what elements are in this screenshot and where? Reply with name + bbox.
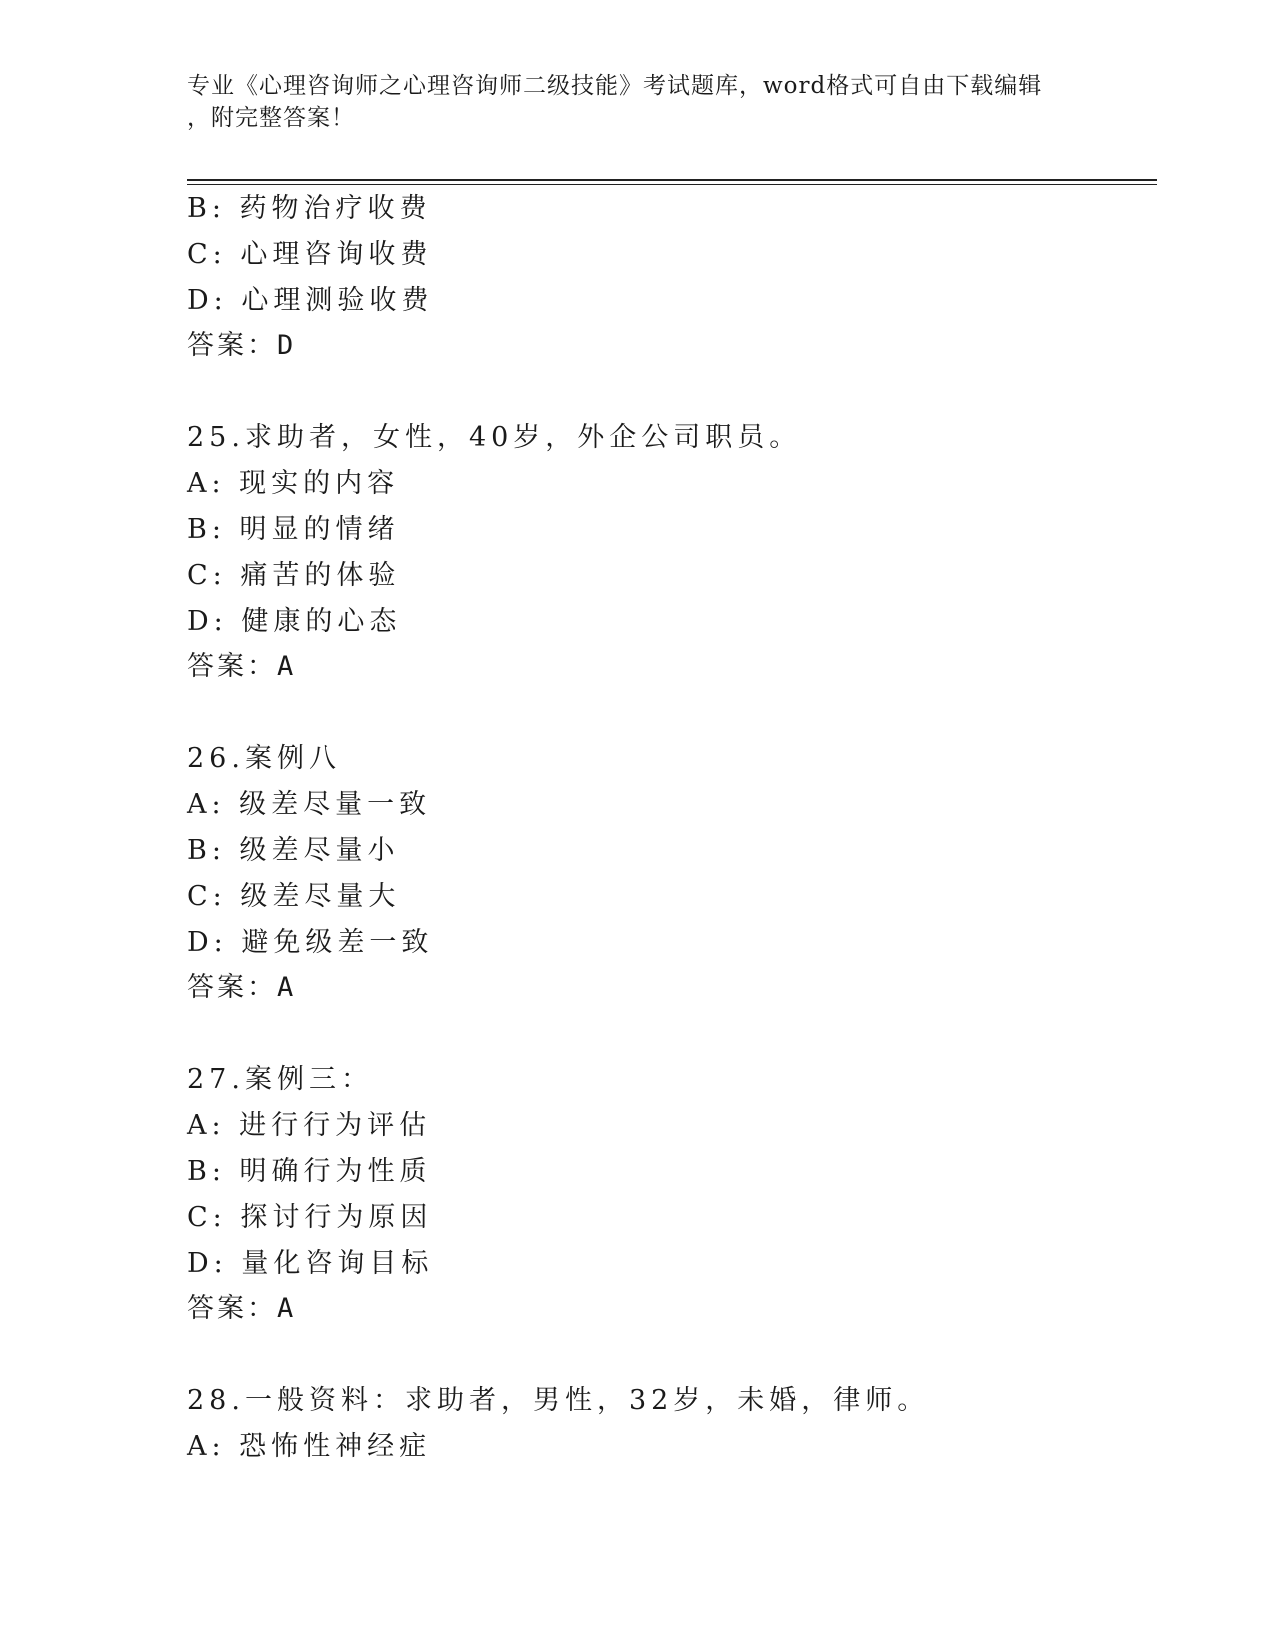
option-line: C: 探讨行为原因 [187, 1202, 433, 1233]
question-stem: 27.案例三： [187, 1064, 373, 1095]
header-divider-thin [187, 184, 1157, 185]
answer-line: 答案：A [187, 651, 297, 682]
option-line: B: 明确行为性质 [187, 1156, 432, 1187]
option-line: D: 健康的心态 [187, 606, 402, 637]
option-line: B: 药物治疗收费 [187, 193, 432, 224]
option-line: C: 级差尽量大 [187, 881, 401, 912]
option-line: D: 避免级差一致 [187, 927, 434, 958]
answer-line: 答案：A [187, 1293, 297, 1324]
option-line: D: 量化咨询目标 [187, 1248, 434, 1279]
answer-line: 答案：A [187, 972, 297, 1003]
option-line: C: 心理咨询收费 [187, 239, 433, 270]
option-line: B: 级差尽量小 [187, 835, 400, 866]
option-line: A: 级差尽量一致 [187, 789, 432, 820]
document-header [187, 70, 1087, 134]
header-divider-thick [187, 179, 1157, 181]
header-line-2: ，附完整答案！ [187, 105, 355, 131]
option-line: A: 现实的内容 [187, 468, 400, 499]
option-line: A: 进行行为评估 [187, 1110, 432, 1141]
option-line: C: 痛苦的体验 [187, 560, 401, 591]
header-line-1: 专业《心理咨询师之心理咨询师二级技能》考试题库，word格式可自由下载编辑 [187, 73, 1043, 99]
question-stem: 25.求助者，女性，40岁，外企公司职员。 [187, 422, 802, 453]
question-stem: 28.一般资料：求助者，男性，32岁，未婚，律师。 [187, 1385, 930, 1416]
option-line: A: 恐怖性神经症 [187, 1431, 432, 1462]
question-stem: 26.案例八 [187, 743, 341, 774]
option-line: B: 明显的情绪 [187, 514, 400, 545]
answer-line: 答案：D [187, 330, 297, 361]
option-line: D: 心理测验收费 [187, 285, 434, 316]
